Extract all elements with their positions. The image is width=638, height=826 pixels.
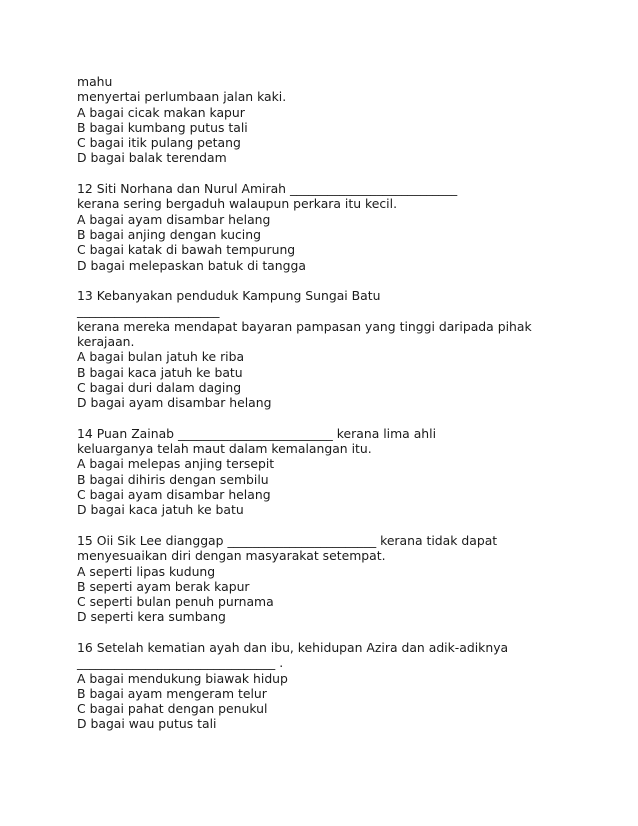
option-b: B bagai anjing dengan kucing: [77, 226, 261, 242]
option-a: A bagai bulan jatuh ke riba: [77, 349, 245, 365]
question-text: keluarganya telah maut dalam kemalangan itu.: [77, 441, 372, 457]
option-b: B bagai kumbang putus tali: [77, 119, 248, 135]
question-13: [77, 288, 577, 410]
question-text: menyesuaikan diri dengan masyarakat setempat.: [77, 548, 386, 564]
question-12: [77, 181, 577, 273]
option-d: D bagai ayam disambar helang: [77, 395, 272, 411]
question-text: 13 Kebanyakan penduduk Kampung Sungai Batu: [77, 288, 381, 304]
question-text: kerana mereka mendapat bayaran pampasan yang tinggi daripada pihak: [77, 318, 532, 334]
option-b: B seperti ayam berak kapur: [77, 578, 250, 594]
text-line: mahu: [77, 74, 113, 89]
option-c: C bagai itik pulang petang: [77, 135, 241, 151]
question-text: kerana sering bergaduh walaupun perkara itu kecil.: [77, 196, 398, 212]
option-c: C bagai ayam disambar helang: [77, 487, 271, 503]
option-c: C bagai katak di bawah tempurung: [77, 242, 296, 258]
option-a: A bagai ayam disambar helang: [77, 211, 271, 227]
question-16: [77, 640, 577, 732]
option-a: A bagai cicak makan kapur: [77, 104, 245, 120]
option-c: C seperti bulan penuh purnama: [77, 594, 274, 610]
option-b: B bagai kaca jatuh ke batu: [77, 364, 243, 380]
option-b: B bagai dihiris dengan sembilu: [77, 471, 269, 487]
option-d: D bagai wau putus tali: [77, 716, 217, 732]
option-d: D bagai kaca jatuh ke batu: [77, 502, 244, 518]
question-text: 16 Setelah kematian ayah dan ibu, kehidupan Azira dan adik-adiknya: [77, 639, 509, 655]
option-a: A bagai melepas anjing tersepit: [77, 456, 275, 472]
question-text: 14 Puan Zainab _________________________ kerana lima ahli: [77, 425, 437, 441]
answer-blank: _______________________: [77, 303, 220, 319]
answer-blank: ________________________________ .: [77, 655, 284, 671]
option-c: C bagai pahat dengan penukul: [77, 701, 268, 717]
question-15: [77, 533, 577, 625]
option-d: D seperti kera sumbang: [77, 609, 226, 625]
option-d: D bagai balak terendam: [77, 150, 227, 166]
question-text: 12 Siti Norhana dan Nurul Amirah ___________________________: [77, 181, 458, 197]
question-text: kerajaan.: [77, 334, 135, 350]
text-line: menyertai perlumbaan jalan kaki.: [77, 89, 287, 105]
document-page: [77, 74, 577, 732]
option-c: C bagai duri dalam daging: [77, 379, 242, 395]
option-a: A bagai mendukung biawak hidup: [77, 670, 288, 686]
option-a: A seperti lipas kudung: [77, 563, 216, 579]
intro-block: [77, 74, 577, 166]
question-text: 15 Oii Sik Lee dianggap ________________________ kerana tidak dapat: [77, 532, 498, 548]
option-d: D bagai melepaskan batuk di tangga: [77, 257, 306, 273]
option-b: B bagai ayam mengeram telur: [77, 685, 267, 701]
question-14: [77, 426, 577, 518]
